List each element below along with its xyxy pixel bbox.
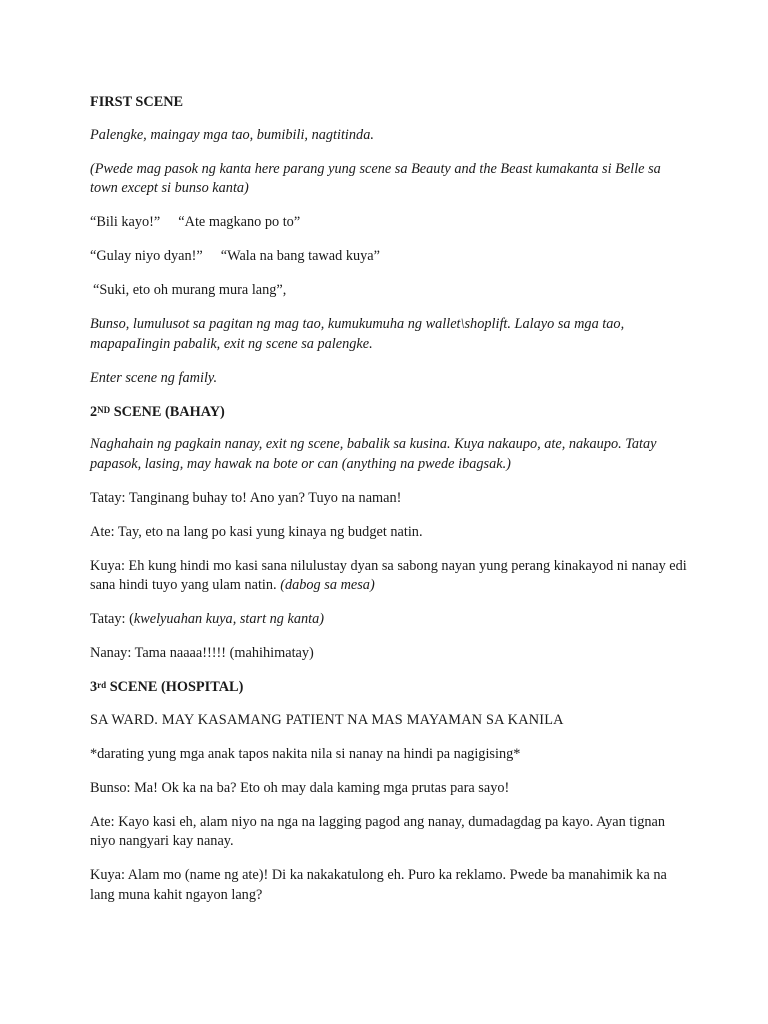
scene1-setting: Palengke, maingay mga tao, bumibili, nagtitinda. <box>90 126 374 143</box>
scene3-heading-rest: SCENE (HOSPITAL) <box>106 679 244 695</box>
kuya-line-1-text: Kuya: Eh kung hindi mo kasi sana nilulustay dyan sa sabong nayan yung perang kinakayod ni nanay edi sana hindi tuyo yang ulam natin. <box>90 557 687 593</box>
script-page <box>90 93 690 920</box>
kuya-line-1 <box>90 557 690 596</box>
scene1-enter: Enter scene ng family. <box>90 369 218 386</box>
dialogue-line-2b: “Wala na bang tawad kuya” <box>220 248 380 264</box>
scene3-heading-sup: rd <box>97 680 107 690</box>
tatay-line-2-pre: Tatay: ( <box>90 611 134 627</box>
tatay-line-1: Tatay: Tanginang buhay to! Ano yan? Tuyo na naman! <box>90 489 402 506</box>
scene3-heading-num: 3 <box>90 679 98 695</box>
nanay-line-1: Nanay: Tama naaaa!!!!! (mahihimatay) <box>90 645 314 661</box>
kuya-line-1-direction: (dabog sa mesa) <box>280 577 375 593</box>
ate-line-2: Ate: Kayo kasi eh, alam niyo na nga na lagging pagod ang nanay, dumadagdag pa kayo. Ayan tignan niyo nangyari kay nanay. <box>90 813 666 849</box>
scene1-action: Bunso, lumulusot sa pagitan ng mag tao, kumukumuha ng wallet\shoplift. Lalayo sa mga tao, mapapaIingin pabalik, exit ng scene sa palengke. <box>90 316 625 352</box>
ate-line-1: Ate: Tay, eto na lang po kasi yung kinaya ng budget natin. <box>90 523 423 540</box>
tatay-line-2-direction: kwelyuahan kuya, start ng kanta) <box>133 611 325 627</box>
scene2-heading-num: 2 <box>90 403 98 420</box>
scene2-heading-rest: SCENE (BAHAY) <box>110 403 225 420</box>
bunso-line-1: Bunso: Ma! Ok ka na ba? Eto oh may dala kaming mga prutas para sayo! <box>90 779 510 796</box>
scene3-ward: SA WARD. MAY KASAMANG PATIENT NA MAS MAYAMAN SA KANILA <box>90 711 564 728</box>
scene3-heading <box>90 678 690 698</box>
scene2-heading-sup: ND <box>97 404 111 415</box>
scene1-note: (Pwede mag pasok ng kanta here parang yung scene sa Beauty and the Beast kumakanta si Belle sa town except si bunso kanta) <box>90 160 661 196</box>
dialogue-line-1 <box>90 213 690 233</box>
dialogue-line-1b: “Ate magkano po to” <box>178 214 301 230</box>
dialogue-line-2a: “Gulay niyo dyan!” <box>90 248 203 264</box>
scene2-heading <box>90 403 690 423</box>
dialogue-line-2 <box>90 247 690 267</box>
dialogue-line-3: “Suki, eto oh murang mura lang”, <box>93 282 287 298</box>
scene1-heading: FIRST SCENE <box>90 94 184 110</box>
scene2-setting: Naghahain ng pagkain nanay, exit ng scene, babalik sa kusina. Kuya nakaupo, ate, nakaupo. Tatay papasok, lasing, may hawak na bote or can (anything na pwede ibagsak.) <box>90 436 657 472</box>
scene3-arrive: *darating yung mga anak tapos nakita nila si nanay na hindi pa nagigising* <box>90 745 521 762</box>
tatay-line-2 <box>90 610 690 630</box>
kuya-line-2: Kuya: Alam mo (name ng ate)! Di ka nakakatulong eh. Puro ka reklamo. Pwede ba manahimik ka na lang muna kahit ngayon lang? <box>90 867 667 903</box>
dialogue-line-1a: “Bili kayo!” <box>90 214 161 230</box>
